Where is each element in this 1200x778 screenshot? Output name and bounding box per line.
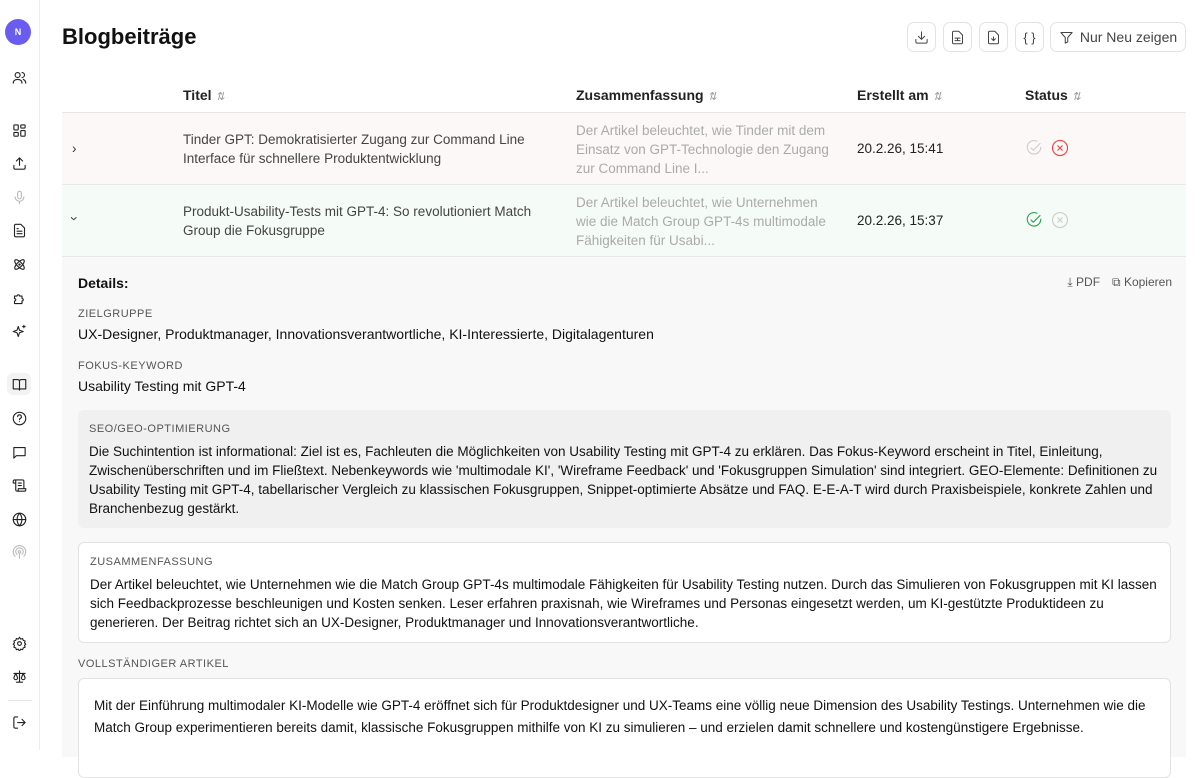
scroll-icon[interactable]: [8, 474, 30, 496]
microphone-icon[interactable]: [8, 186, 30, 208]
message-icon[interactable]: [8, 441, 30, 463]
table-row[interactable]: [62, 113, 1186, 185]
reject-icon[interactable]: [1051, 139, 1069, 157]
details-heading: Details:: [78, 275, 129, 291]
sparkles-icon[interactable]: [8, 320, 30, 342]
settings-icon[interactable]: [8, 632, 30, 654]
seo-label: SEO/GEO-OPTIMIERUNG: [89, 423, 231, 435]
row-created: 20.2.26, 15:41: [857, 141, 944, 156]
globe-icon[interactable]: [8, 508, 30, 530]
upload-icon[interactable]: [8, 152, 30, 174]
col-status[interactable]: Status ⇅: [1025, 87, 1082, 103]
keyword-value: Usability Testing mit GPT-4: [78, 378, 246, 394]
download-icon: [914, 30, 929, 45]
seo-text: Die Suchintention ist informational: Ziel ist es, Fachleuten die Möglichkeiten von Usability Testing mit GPT-4 zu erklären. Das Fokus-Keyword erscheint in Titel, Einleitung, Zwischenüberschriften und im Fließtext. Nebenkeywords wie 'multimodale KI', 'Wireframe Feedback' und 'Fokusgruppen Simulation' sind integriert. GEO-Elemente: Definitionen zu Usability Testing mit GPT-4, tabellarischer Vergleich zu klassischen Fokusgruppen, Snippet-optimierte Absätze und FAQ. E-E-A-T wird durch Praxisbeispiele, konkrete Zahlen und Branchenbezug gestärkt.: [89, 444, 1158, 516]
help-icon[interactable]: [8, 407, 30, 429]
chevron-right-icon[interactable]: ›: [72, 141, 77, 156]
summary-text: Der Artikel beleuchtet, wie Unternehmen wie die Match Group GPT-4s multimodale Fähigkeiten für Usability Testing nutzen. Durch das Simulieren von Fokusgruppen mit KI lassen sich Feedbackprozesse beschleunigen und Kosten senken. Leser erfahren praxisnah, wie Wireframes und Personas eingesetzt werden, um KI-gestützte Produktideen zu generieren. Der Beitrag richtet sich an UX-Designer, Produktmanager und Innovationsverantwortliche.: [90, 577, 1157, 630]
row-title: Produkt-Usability-Tests mit GPT-4: So revolutioniert Match Group die Fokusgruppe: [183, 204, 532, 238]
download-button[interactable]: [907, 22, 936, 52]
col-title[interactable]: Titel ⇅: [183, 87, 225, 103]
approve-icon[interactable]: [1025, 211, 1043, 229]
row-created: 20.2.26, 15:37: [857, 213, 944, 228]
logo[interactable]: N: [5, 19, 31, 45]
article-label: VOLLSTÄNDIGER ARTIKEL: [78, 658, 229, 670]
filter-label: Nur Neu zeigen: [1079, 29, 1178, 45]
approve-icon[interactable]: [1025, 139, 1043, 157]
details-panel: [62, 257, 1186, 757]
sidebar: [0, 0, 40, 750]
summary-label: ZUSAMMENFASSUNG: [90, 556, 214, 568]
summary-box: [78, 542, 1171, 643]
atom-icon[interactable]: [8, 253, 30, 275]
reject-icon[interactable]: [1051, 211, 1069, 229]
article-box: [78, 678, 1171, 778]
keyword-label: FOKUS-KEYWORD: [78, 360, 183, 372]
file-download-icon: [986, 30, 1001, 45]
export-json-button[interactable]: { }: [1015, 22, 1044, 52]
col-summary[interactable]: Zusammenfassung ⇅: [576, 87, 717, 103]
pdf-button[interactable]: ⤓ PDF: [1067, 275, 1101, 289]
book-icon[interactable]: [7, 373, 31, 395]
export-csv-button[interactable]: [943, 22, 972, 52]
copy-button[interactable]: ⧉ Kopieren: [1112, 275, 1172, 289]
logout-icon[interactable]: [8, 711, 30, 733]
row-title: Tinder GPT: Demokratisierter Zugang zur Command Line Interface für schnellere Produktentwicklung: [183, 132, 525, 166]
scale-icon[interactable]: [8, 665, 30, 687]
chevron-down-icon[interactable]: ›: [66, 216, 82, 221]
users-icon[interactable]: [8, 66, 30, 88]
blog-table: [62, 75, 1186, 257]
export-file-button[interactable]: [979, 22, 1008, 52]
zielgruppe-value: UX-Designer, Produktmanager, Innovationsverantwortliche, KI-Interessierte, Digitalagenturen: [78, 326, 654, 342]
page-title: Blogbeiträge: [62, 24, 197, 49]
table-row[interactable]: [62, 185, 1186, 257]
podcast-icon[interactable]: [8, 541, 30, 563]
row-summary: Der Artikel beleuchtet, wie Unternehmen wie die Match Group GPT-4s multimodale Fähigkeiten für Usabi...: [576, 195, 826, 248]
puzzle-icon[interactable]: [8, 287, 30, 309]
dashboard-icon[interactable]: [8, 119, 30, 141]
col-created[interactable]: Erstellt am ⇅: [857, 87, 942, 103]
seo-box: [78, 410, 1171, 528]
row-summary: Der Artikel beleuchtet, wie Tinder mit dem Einsatz von GPT-Technologie den Zugang zur Command Line I...: [576, 123, 829, 176]
filter-new-button[interactable]: [1050, 22, 1186, 52]
spreadsheet-icon: [950, 30, 965, 45]
filter-icon: [1059, 30, 1074, 45]
zielgruppe-label: ZIELGRUPPE: [78, 308, 153, 320]
article-text: Mit der Einführung multimodaler KI-Modelle wie GPT-4 eröffnet sich für Produktdesigner und UX-Teams eine völlig neue Dimension des Usability Testings. Unternehmen wie die Match Group experimentieren bereits damit, klassische Fokusgruppen mithilfe von KI zu simulieren – und erzielen damit schnellere und kostengünstigere Ergebnisse.: [94, 698, 1146, 735]
document-icon[interactable]: [8, 219, 30, 241]
